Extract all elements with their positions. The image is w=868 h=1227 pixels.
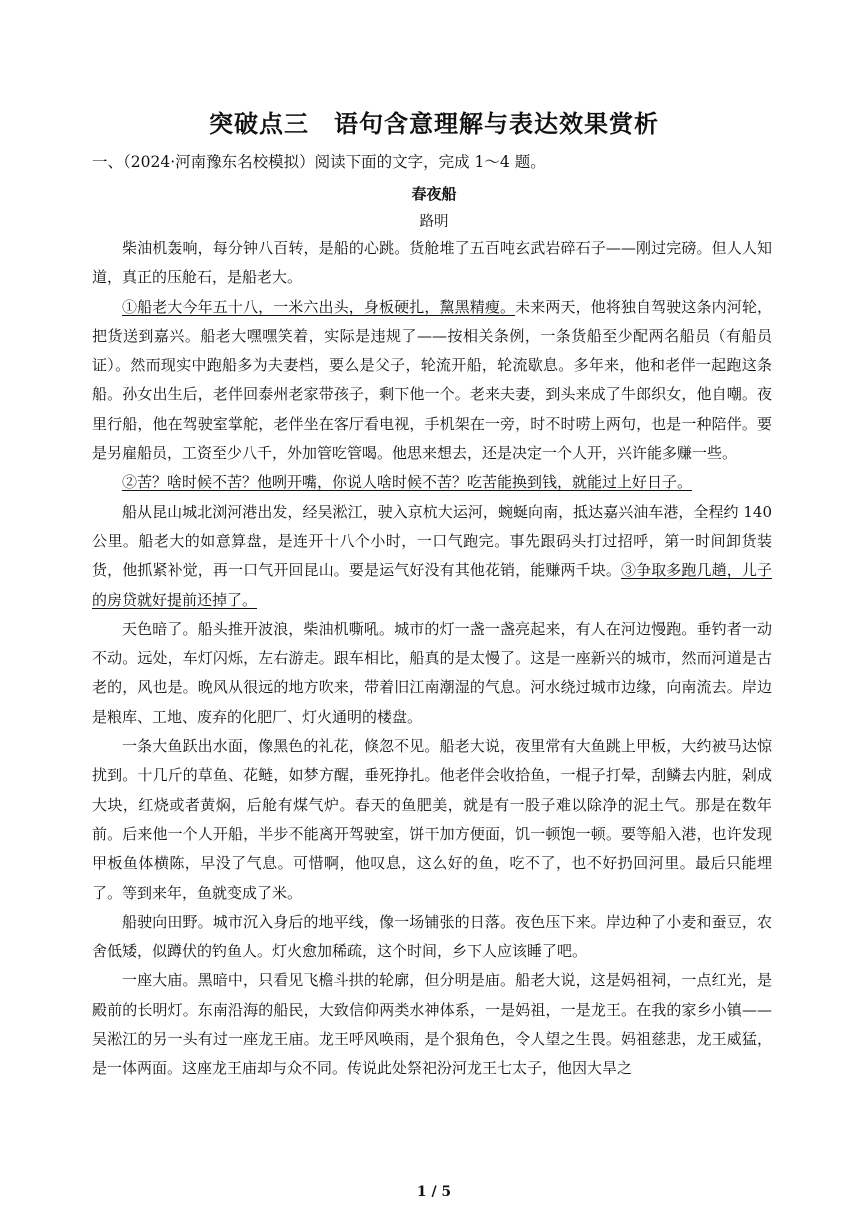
paragraph xyxy=(92,498,772,615)
essay-author: 路明 xyxy=(419,214,449,230)
underlined-sentence-3: ③争取多跑几趟，儿子的房贷就好提前还掉了。 xyxy=(92,561,772,609)
question-prompt: 一、（2024·河南豫东名校模拟）阅读下面的文字，完成 1～4 题。 xyxy=(92,153,546,171)
underlined-sentence-2: ②苦？啥时候不苦？他咧开嘴，你说人啥时候不苦？吃苦能换到钱，就能过上好日子。 xyxy=(122,473,693,492)
paragraph-text: 未来两天，他将独自驾驶这条内河轮，把货送到嘉兴。船老大嘿嘿笑着，实际是违规了——按相关条例，一条货船至少配两名船员（有船员证）。然而现实中跑船多为夫妻档，要么是父子，轮流开船，轮流歇息。多年来，他和老伴一起跑这条船。孙女出生后，老伴回泰州老家带孩子，剩下他一个。老来夫妻，到头来成了牛郎织女，他自嘲。夜里行船，他在驾驶室掌舵，老伴坐在客厅看电视，手机架在一旁，时不时唠上两句，也是一种陪伴。要是另雇船员，工资至少八千，外加管吃管喝。他思来想去，还是决定一个人开，兴许能多赚一些。 xyxy=(92,297,772,463)
paragraph: 一条大鱼跃出水面，像黑色的礼花，倏忽不见。船老大说，夜里常有大鱼跳上甲板，大约被马达惊扰到。十几斤的草鱼、花鲢，如梦方醒，垂死挣扎。他老伴会收拾鱼，一棍子打晕，刮鳞去内脏，剁成大块，红烧或者黄焖，后舱有煤气炉。春天的鱼肥美，就是有一股子难以除净的泥土气。那是在数年前。后来他一个人开船，半步不能离开驾驶室，饼干加方便面，饥一顿饱一顿。要等船入港，也许发现甲板鱼体横陈，早没了气息。可惜啊，他叹息，这么好的鱼，吃不了，也不好扔回河里。最后只能埋了。等到来年，鱼就变成了米。 xyxy=(92,737,772,902)
paragraph xyxy=(92,468,772,497)
paragraph: 船驶向田野。城市沉入身后的地平线，像一场铺张的日落。夜色压下来。岸边种了小麦和蚕豆，农舍低矮，似蹲伏的钓鱼人。灯火愈加稀疏，这个时间，乡下人应该睡了吧。 xyxy=(92,912,772,961)
essay-title: 春夜船 xyxy=(411,185,457,203)
paragraph-text: 船从昆山城北浏河港出发，经吴淞江，驶入京杭大运河，蜿蜒向南，抵达嘉兴油车港，全程约 140 公里。船老大的如意算盘，是连开十八个小时，一口气跑完。事先跟码头打过招呼，第一时间卸货装货，他抓紧补觉，再一口气开回昆山。要是运气好没有其他花销，能赚两千块。 xyxy=(92,502,772,580)
paragraph xyxy=(92,293,772,469)
paragraph: 天色暗了。船头推开波浪，柴油机嘶吼。城市的灯一盏一盏亮起来，有人在河边慢跑。垂钓者一动不动。远处，车灯闪烁，左右游走。跟车相比，船真的是太慢了。这是一座新兴的城市，然而河道是古老的，风也是。晚风从很远的地方吹来，带着旧江南潮湿的气息。河水绕过城市边缘，向南流去。岸边是粮库、工地、废弃的化肥厂、灯火通明的楼盘。 xyxy=(92,619,772,726)
paragraph: 柴油机轰响，每分钟八百转，是船的心跳。货舱堆了五百吨玄武岩碎石子——刚过完磅。但人人知道，真正的压舱石，是船老大。 xyxy=(92,239,772,287)
page-title: 突破点三 语句含意理解与表达效果赏析 xyxy=(209,109,659,138)
paragraph: 一座大庙。黑暗中，只看见飞檐斗拱的轮廓，但分明是庙。船老大说，这是妈祖祠，一点红光，是殿前的长明灯。东南沿海的船民，大致信仰两类水神体系，一是妈祖，一是龙王。在我的家乡小镇——吴淞江的另一头有过一座龙王庙。龙王呼风唤雨，是个狠角色，令人望之生畏。妈祖慈悲，龙王威猛，是一体两面。这座龙王庙却与众不同。传说此处祭祀汾河龙王七太子，他因大旱之 xyxy=(92,971,772,1078)
page-number: 1 / 5 xyxy=(416,1184,452,1200)
underlined-sentence-1: ①船老大今年五十八，一米六出头，身板硬扎，黧黑精瘦。 xyxy=(122,297,516,316)
essay-body xyxy=(92,234,772,1084)
